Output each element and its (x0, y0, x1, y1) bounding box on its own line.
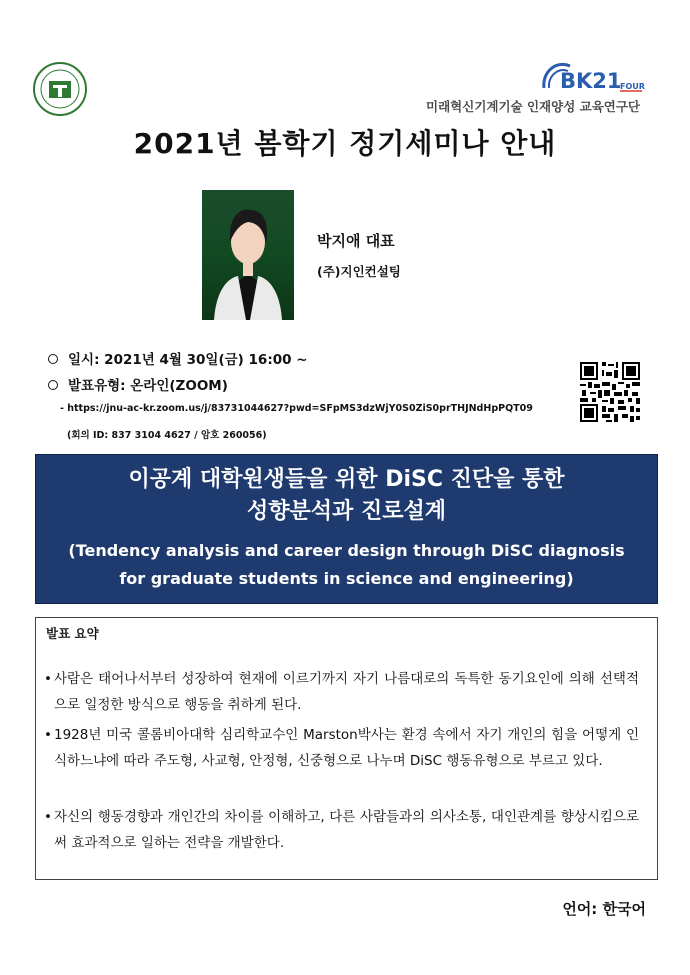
event-date-text: 일시: 2021년 4월 30일(금) 16:00 ~ (68, 352, 308, 368)
summary-box (35, 617, 658, 880)
summary-item (44, 804, 639, 856)
speaker-organization: (주)지인컨설팅 (317, 264, 401, 279)
event-type (48, 374, 228, 394)
meeting-id: (회의 ID: 837 3104 4627 / 암호 260056) (67, 430, 267, 441)
event-date (48, 348, 308, 368)
talk-title-box (35, 454, 658, 604)
summary-heading: 발표 요약 (46, 626, 99, 641)
talk-title-ko-line2: 성향분석과 진로설계 (247, 499, 446, 524)
event-type-text: 발표유형: 온라인(ZOOM) (68, 378, 228, 394)
talk-title-en-line1: (Tendency analysis and career design through DiSC diagnosis (68, 541, 625, 560)
institute-name: 미래혁신기계기술 인재양성 교육연구단 (426, 99, 640, 114)
talk-title-ko-line1: 이공계 대학원생들을 위한 DiSC 진단을 통한 (128, 467, 565, 492)
speaker-photo (202, 190, 294, 320)
talk-title-english (36, 537, 657, 593)
summary-item (44, 722, 639, 774)
circle-bullet-icon (48, 380, 58, 390)
circle-bullet-icon (48, 354, 58, 364)
speaker-name: 박지애 대표 (317, 232, 395, 250)
bk-suffix-text: FOUR (620, 82, 645, 91)
summary-item-text: 사람은 태어나서부터 성장하여 현재에 이르기까지 자기 나름대로의 독특한 동기요인에 의해 선택적으로 일정한 방식으로 행동을 취하게 된다. (54, 671, 639, 713)
summary-item (44, 666, 639, 718)
talk-title-korean (36, 464, 657, 528)
bullet-icon: • (44, 671, 52, 687)
summary-item-text: 1928년 미국 콜롬비아대학 심리학교수인 Marston박사는 환경 속에서 자기 개인의 힘을 어떻게 인식하느냐에 따라 주도형, 사교형, 안정형, 신중형으로 나누며 DiSC 행동유형으로 부르고 있다. (54, 727, 639, 769)
zoom-link[interactable]: - https://jnu-ac-kr.zoom.us/j/83731044627?pwd=SFpMS3dzWjY0S0ZiS0prTHJNdHpPQT09 (60, 403, 533, 414)
talk-title-en-line2: for graduate students in science and engineering) (119, 569, 574, 588)
language-label: 언어: 한국어 (562, 900, 646, 918)
qr-code[interactable] (578, 360, 642, 424)
page-title: 2021년 봄학기 정기세미나 안내 (133, 127, 557, 160)
bullet-icon: • (44, 809, 52, 825)
summary-item-text: 자신의 행동경향과 개인간의 차이를 이해하고, 다른 사람들과의 의사소통, 대인관계를 향상시킴으로써 효과적으로 일하는 전략을 개발한다. (54, 809, 639, 851)
university-logo (33, 62, 87, 116)
bk-brand-text: BK21 (560, 69, 622, 93)
bk21-logo (540, 58, 645, 94)
bullet-icon: • (44, 727, 52, 743)
